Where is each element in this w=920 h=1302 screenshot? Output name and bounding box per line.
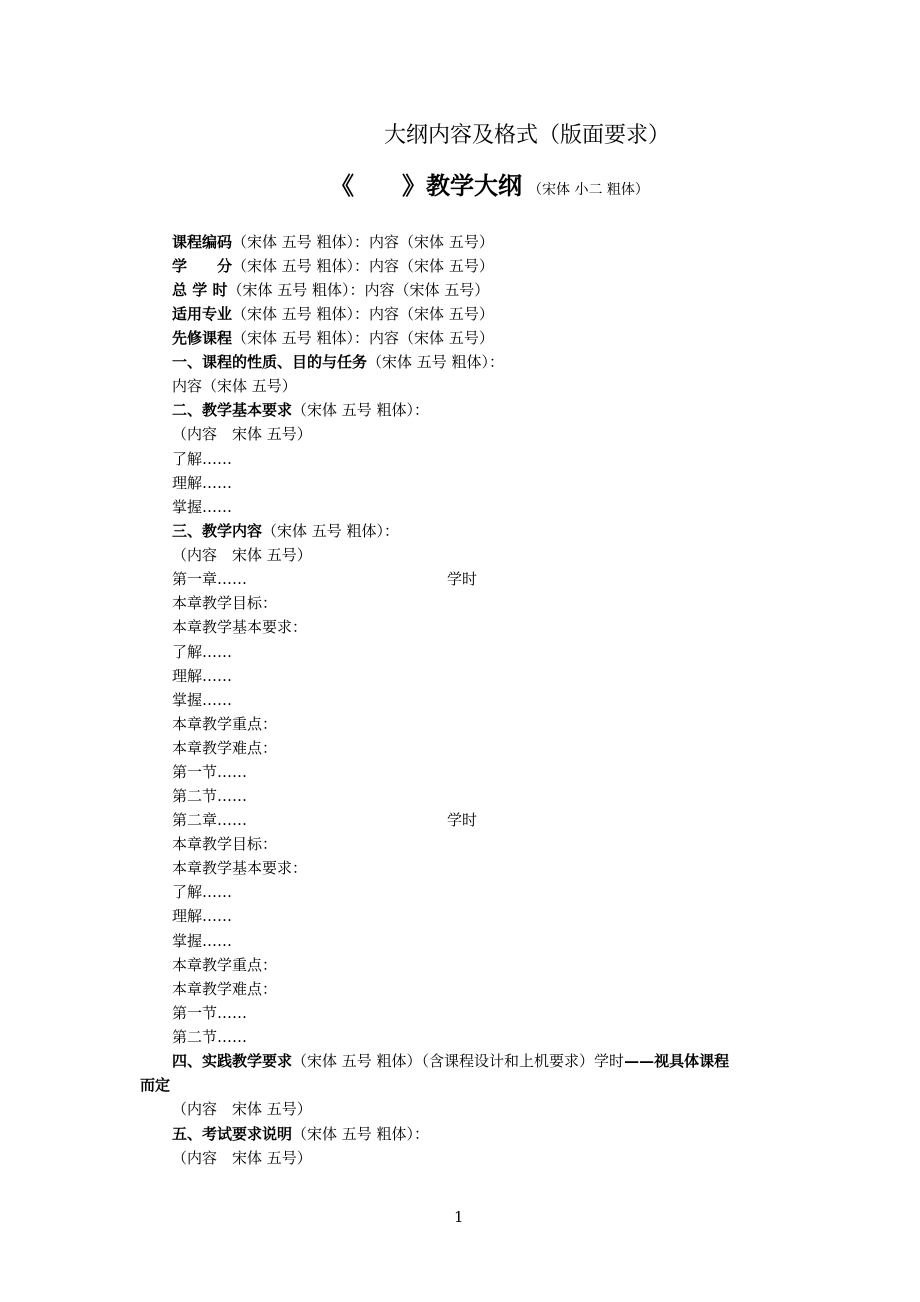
syllabus-title [330,168,649,208]
chapter-line: 理解…… [172,907,233,925]
chapter-line: 第一节…… [172,1004,248,1022]
section-3-heading: 三、教学内容（宋体 五号 粗体）： [172,522,400,540]
chapter-line: 本章教学基本要求： [172,618,308,636]
section-4-heading-wrap: 而定 [140,1076,171,1094]
section-2-content: （内容 宋体 五号） [172,425,312,443]
chapter-line: 本章教学重点： [172,715,278,733]
meta-credits: 学 分（宋体 五号 粗体）：内容（宋体 五号） [172,257,494,275]
chapter-2-hours: 学时 [447,811,478,829]
section-4-heading: 四、实践教学要求（宋体 五号 粗体）（含课程设计和上机要求）学时——视具体课程 [172,1052,730,1070]
page-number: 1 [454,1208,464,1226]
chapter-line: 第二节…… [172,787,248,805]
chapter-line: 本章教学目标： [172,835,278,853]
chapter-1-hours: 学时 [447,570,478,588]
section-2-item: 了解…… [172,450,233,468]
chapter-line: 理解…… [172,667,233,685]
chapter-line: 了解…… [172,883,233,901]
section-1-heading: 一、课程的性质、目的与任务（宋体 五号 粗体）： [172,353,505,371]
chapter-line: 第二节…… [172,1028,248,1046]
meta-major: 适用专业（宋体 五号 粗体）：内容（宋体 五号） [172,305,494,323]
chapter-line: 本章教学重点： [172,956,278,974]
section-5-heading: 五、考试要求说明（宋体 五号 粗体）： [172,1125,430,1143]
section-2-item: 掌握…… [172,498,233,516]
section-5-content: （内容 宋体 五号） [172,1149,312,1167]
section-2-heading: 二、教学基本要求（宋体 五号 粗体）： [172,401,430,419]
meta-course-code: 课程编码（宋体 五号 粗体）：内容（宋体 五号） [172,233,494,251]
document-heading: 大纲内容及格式（版面要求） [384,123,671,148]
chapter-line: 掌握…… [172,691,233,709]
chapter-line: 第一节…… [172,763,248,781]
chapter-line: 本章教学难点： [172,739,278,757]
section-4-content: （内容 宋体 五号） [172,1100,312,1118]
section-1-content: 内容（宋体 五号） [172,377,297,395]
chapter-line: 本章教学难点： [172,980,278,998]
section-2-item: 理解…… [172,474,233,492]
syllabus-title-main: 《 》教学大纲 [330,171,522,200]
section-3-content: （内容 宋体 五号） [172,546,312,564]
meta-prerequisite: 先修课程（宋体 五号 粗体）：内容（宋体 五号） [172,329,494,347]
chapter-line: 掌握…… [172,932,233,950]
chapter-line: 本章教学基本要求： [172,859,308,877]
chapter-line: 了解…… [172,643,233,661]
meta-total-hours: 总 学 时（宋体 五号 粗体）：内容（宋体 五号） [172,281,490,299]
syllabus-title-note: （宋体 小二 粗体） [528,182,649,198]
chapter-line: 本章教学目标： [172,594,278,612]
chapter-2-title: 第二章…… [172,811,248,829]
chapter-1-title: 第一章…… [172,570,248,588]
